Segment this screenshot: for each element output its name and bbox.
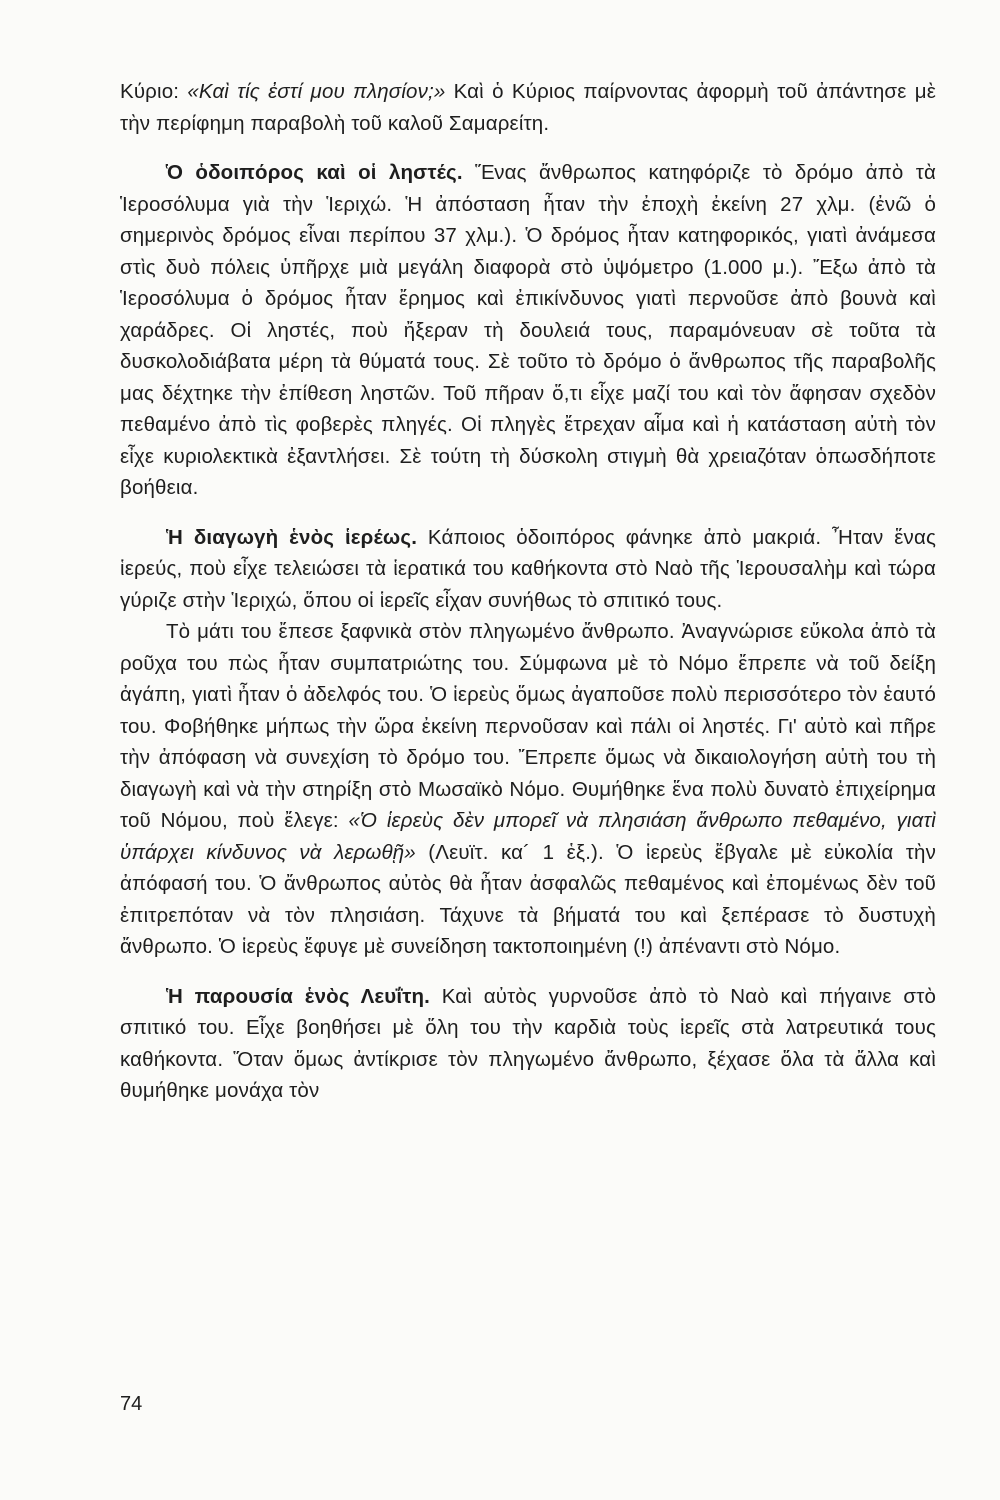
paragraph-traveler [120, 157, 936, 504]
quote-who-is-my-neighbor: «Καὶ τίς ἐστί μου πλησίον;» [187, 80, 446, 103]
paragraph-levite [120, 981, 936, 1107]
intro-text: Κύριο: [120, 80, 188, 103]
traveler-text: Ἕνας ἄνθρωπος κατηφόριζε τὸ δρόμο ἀπὸ τὰ Ἱεροσόλυμα γιὰ τὴν Ἱεριχώ. Ἡ ἀπόσταση ἦταν τὴν ἐποχὴ ἐκείνη 27 χλμ. (ἐνῶ ὁ σημερινὸς δρόμος εἶναι περίπου 37 χλμ.). Ὁ δρόμος ἦταν κατηφορικός, γιατὶ ἀνάμεσα στὶς δυὸ πόλεις ὑπῆρχε μιὰ μεγάλη διαφορὰ στὸ ὑψόμετρο (1.000 μ.). Ἔξω ἀπὸ τὰ Ἱεροσόλυμα ὁ δρόμος ἦταν ἔρημος καὶ ἐπικίνδυνος γιατὶ περνοῦσε ἀπὸ βουνὰ καὶ χαράδρες. Οἱ ληστές, ποὺ ἤξεραν τὴ δουλειά τους, παραμόνευαν σὲ τοῦτα τὰ δυσκολοδιάβατα μέρη τὰ θύματά τους. Σὲ τοῦτο τὸ δρόμο ὁ ἄνθρωπος τῆς παραβολῆς μας δέχτηκε τὴν ἐπίθεση ληστῶν. Τοῦ πῆραν ὅ,τι εἶχε μαζί του καὶ τὸν ἄφησαν σχεδὸν πεθαμένο ἀπὸ τὶς φοβερὲς πληγές. Οἱ πληγὲς ἔτρεχαν αἷμα καὶ ἡ κατάσταση αὐτὴ τὸν εἶχε κυριολεκτικὰ ἐξαντλήσει. Σὲ τούτη τὴ δύσκολη στιγμὴ θὰ χρειαζόταν ὁπωσδήποτε βοήθεια. [120, 161, 936, 499]
levite-text: Καὶ αὐτὸς γυρνοῦσε ἀπὸ τὸ Ναὸ καὶ πήγαινε στὸ σπιτικό του. Εἶχε βοηθήσει μὲ ὅλη του τὴν καρδιὰ τοὺς ἱερεῖς στὰ λατρευτικά τους καθήκοντα. Ὅταν ὅμως ἀντίκρισε τὸν πληγωμένο ἄνθρωπο, ξέχασε ὅλα τὰ ἄλλα καὶ θυμήθηκε μονάχα τὸν [120, 984, 936, 1102]
body-text [120, 76, 936, 1107]
intro-continuation: Καὶ ὁ Κύριος παίρνοντας ἀφορμὴ τοῦ ἀπάντησε μὲ τὴν περίφημη παραβολὴ τοῦ καλοῦ Σαμαρείτη. [120, 80, 936, 135]
priest-decision-text-after: (Λευϊτ. κα´ 1 ἑξ.). Ὁ ἱερεὺς ἔβγαλε μὲ εὐκολία τὴν ἀπόφασή του. Ὁ ἄνθρωπος αὐτὸς θὰ ἦταν ἀσφαλῶς πεθαμένος καὶ ἐπομένως δὲν τοῦ ἐπιτρεπόταν νὰ τὸν πλησιάση. Τάχυνε τὰ βήματά του καὶ ξεπέρασε τὸ δυστυχὴ ἄνθρωπο. Ὁ ἱερεὺς ἔφυγε μὲ συνείδηση τακτοποιημένη (!) ἀπέναντι στὸ Νόμο. [120, 840, 936, 958]
page-number: 74 [120, 1393, 143, 1415]
heading-traveler-and-robbers: Ὁ ὁδοιπόρος καὶ οἱ ληστές. [166, 161, 463, 184]
quote-law: «Ὁ ἱερεὺς δὲν μπορεῖ νὰ πλησιάση ἄνθρωπο πεθαμένο, γιατὶ ὑπάρχει κίνδυνος νὰ λερωθῇ» [120, 809, 936, 864]
paragraph-priest-decision [120, 616, 936, 963]
heading-levite-presence: Ἡ παρουσία ἑνὸς Λευΐτη. [166, 984, 431, 1008]
paragraph-intro [120, 76, 936, 139]
paragraph-priest [120, 522, 936, 617]
priest-text: Κάποιος ὁδοιπόρος φάνηκε ἀπὸ μακριά. Ἦταν ἕνας ἱερεύς, ποὺ εἶχε τελειώσει τὰ ἱερατικά του καθήκοντα στὸ Ναὸ τῆς Ἱερουσαλὴμ καὶ τώρα γύριζε στὴν Ἱεριχώ, ὅπου οἱ ἱερεῖς εἶχαν συνήθως τὸ σπιτικό τους. [120, 525, 936, 612]
priest-decision-text-before: Τὸ μάτι του ἔπεσε ξαφνικὰ στὸν πληγωμένο ἄνθρωπο. Ἀναγνώρισε εὔκολα ἀπὸ τὰ ροῦχα του πὼς ἦταν συμπατριώτης του. Σύμφωνα μὲ τὸ Νόμο ἔπρεπε νὰ τοῦ δείξη ἀγάπη, γιατὶ ἦταν ὁ ἀδελφός του. Ὁ ἱερεὺς ὅμως ἀγαποῦσε πολὺ περισσότερο τὸν ἑαυτό του. Φοβήθηκε μήπως τὴν ὥρα ἐκείνη περνοῦσαν καὶ πάλι οἱ ληστές. Γι' αὐτὸ καὶ πῆρε τὴν ἀπόφαση νὰ συνεχίση τὸ δρόμο του. Ἔπρεπε ὅμως νὰ δικαιολογήση αὐτὴ του τὴ διαγωγὴ καὶ νὰ τὴν στηρίξη στὸ Μωσαϊκὸ Νόμο. Θυμήθηκε ἕνα πολὺ δυνατὸ ἐπιχείρημα τοῦ Νόμου, ποὺ ἔλεγε: [120, 620, 936, 832]
heading-priest-conduct: Ἡ διαγωγὴ ἑνὸς ἱερέως. [166, 525, 418, 549]
